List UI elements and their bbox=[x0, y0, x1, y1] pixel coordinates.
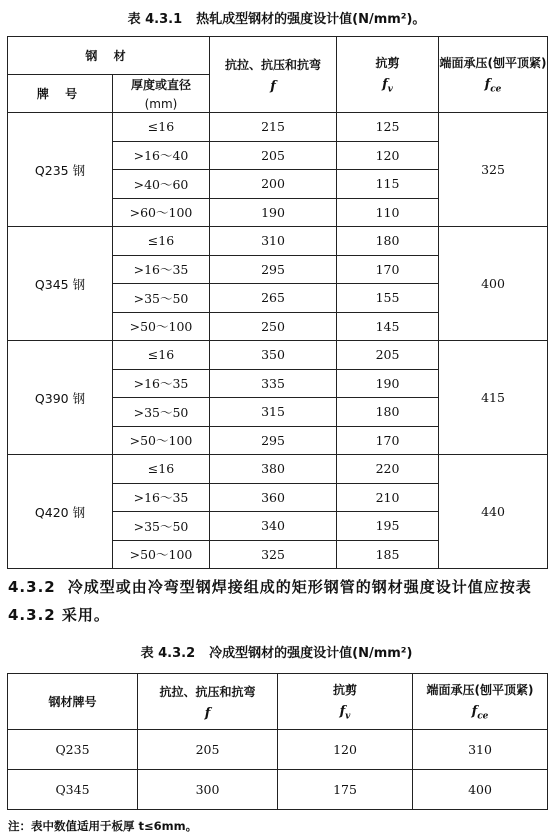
t2-bearing-symbol: $f_{ce}$ bbox=[471, 704, 489, 722]
table2-number: 表 4.3.2 bbox=[140, 646, 196, 661]
thickness-cell: >40～60 bbox=[113, 170, 210, 199]
thickness-cell: >50～100 bbox=[113, 426, 210, 455]
section-text: 冷成型或由冷弯型钢焊接组成的矩形钢管的钢材强度设计值应按表 4.3.2 采用。 bbox=[8, 578, 532, 624]
t2-bearing-value-cell: 310 bbox=[413, 730, 548, 770]
shear-value-cell: 110 bbox=[337, 198, 439, 227]
tension-value-cell: 340 bbox=[210, 512, 337, 541]
table1 bbox=[7, 36, 548, 569]
steel-group-header: 钢 材 bbox=[8, 37, 210, 75]
tension-value-cell: 315 bbox=[210, 398, 337, 427]
tension-value-cell: 200 bbox=[210, 170, 337, 199]
tension-symbol: f bbox=[270, 78, 276, 94]
thickness-cell: >16～35 bbox=[113, 369, 210, 398]
tension-header bbox=[210, 37, 337, 113]
grade-cell: Q390 钢 bbox=[8, 341, 113, 455]
thickness-cell: >16～40 bbox=[113, 141, 210, 170]
table2-body bbox=[8, 730, 548, 810]
table2-caption bbox=[0, 642, 553, 661]
tension-label: 抗拉、抗压和抗弯 bbox=[224, 57, 321, 72]
table-row bbox=[8, 455, 548, 484]
table-note: 注：表中数值适用于板厚 t≤6mm。 bbox=[8, 819, 198, 833]
grade-cell: Q235 钢 bbox=[8, 113, 113, 227]
shear-value-cell: 190 bbox=[337, 369, 439, 398]
table1-title: 热轧成型钢材的强度设计值(N/mm²)。 bbox=[196, 12, 426, 27]
table2 bbox=[7, 673, 548, 810]
t2-tension-symbol: f bbox=[204, 705, 211, 721]
bearing-label: 端面承压(刨平顶紧) bbox=[439, 56, 547, 71]
t2-shear-header bbox=[278, 674, 413, 730]
grade-cell: Q420 钢 bbox=[8, 455, 113, 569]
t2-grade-header: 钢材牌号 bbox=[8, 674, 138, 730]
thickness-cell: >35～50 bbox=[113, 284, 210, 313]
bearing-symbol: $f_{ce}$ bbox=[484, 77, 502, 95]
thickness-cell: >16～35 bbox=[113, 255, 210, 284]
bearing-value-cell: 440 bbox=[439, 455, 548, 569]
tension-value-cell: 295 bbox=[210, 426, 337, 455]
table2-title: 冷成型钢材的强度设计值(N/mm²) bbox=[209, 646, 413, 661]
tension-value-cell: 190 bbox=[210, 198, 337, 227]
t2-shear-value-cell: 175 bbox=[278, 770, 413, 810]
t2-grade-cell: Q345 bbox=[8, 770, 138, 810]
table-row bbox=[8, 113, 548, 142]
thickness-cell: >50～100 bbox=[113, 312, 210, 341]
t2-tension-value-cell: 205 bbox=[138, 730, 278, 770]
thickness-header: 厚度或直径 (mm) bbox=[113, 75, 210, 113]
section-number: 4.3.2 bbox=[8, 578, 56, 596]
shear-header bbox=[337, 37, 439, 113]
tension-value-cell: 265 bbox=[210, 284, 337, 313]
shear-value-cell: 180 bbox=[337, 398, 439, 427]
bearing-value-cell: 400 bbox=[439, 227, 548, 341]
t2-bearing-label: 端面承压(刨平顶紧) bbox=[426, 683, 534, 698]
tension-value-cell: 335 bbox=[210, 369, 337, 398]
bearing-header bbox=[439, 37, 548, 113]
thickness-cell: >35～50 bbox=[113, 512, 210, 541]
shear-symbol: $f_v$ bbox=[382, 77, 393, 95]
tension-value-cell: 360 bbox=[210, 483, 337, 512]
shear-value-cell: 170 bbox=[337, 426, 439, 455]
table1-body bbox=[8, 113, 548, 569]
table1-number: 表 4.3.1 bbox=[127, 12, 183, 27]
t2-shear-symbol: $f_v$ bbox=[339, 704, 351, 722]
tension-value-cell: 325 bbox=[210, 540, 337, 569]
tension-value-cell: 250 bbox=[210, 312, 337, 341]
t2-tension-header bbox=[138, 674, 278, 730]
shear-value-cell: 180 bbox=[337, 227, 439, 256]
tension-value-cell: 350 bbox=[210, 341, 337, 370]
t2-shear-label: 抗剪 bbox=[332, 683, 357, 698]
thickness-cell: >16～35 bbox=[113, 483, 210, 512]
shear-value-cell: 220 bbox=[337, 455, 439, 484]
tension-value-cell: 215 bbox=[210, 113, 337, 142]
thickness-cell: >60～100 bbox=[113, 198, 210, 227]
shear-value-cell: 170 bbox=[337, 255, 439, 284]
grade-header: 牌 号 bbox=[8, 75, 113, 113]
shear-value-cell: 185 bbox=[337, 540, 439, 569]
t2-bearing-value-cell: 400 bbox=[413, 770, 548, 810]
thickness-cell: ≤16 bbox=[113, 113, 210, 142]
t2-grade-cell: Q235 bbox=[8, 730, 138, 770]
t2-tension-label: 抗拉、抗压和抗弯 bbox=[159, 684, 256, 699]
shear-value-cell: 120 bbox=[337, 141, 439, 170]
shear-value-cell: 125 bbox=[337, 113, 439, 142]
bearing-value-cell: 325 bbox=[439, 113, 548, 227]
grade-cell: Q345 钢 bbox=[8, 227, 113, 341]
tension-value-cell: 295 bbox=[210, 255, 337, 284]
thickness-cell: >35～50 bbox=[113, 398, 210, 427]
shear-value-cell: 115 bbox=[337, 170, 439, 199]
table-row bbox=[8, 730, 548, 770]
table-row bbox=[8, 227, 548, 256]
shear-value-cell: 195 bbox=[337, 512, 439, 541]
table-row bbox=[8, 770, 548, 810]
tension-value-cell: 380 bbox=[210, 455, 337, 484]
shear-value-cell: 205 bbox=[337, 341, 439, 370]
t2-bearing-header bbox=[413, 674, 548, 730]
thickness-cell: ≤16 bbox=[113, 227, 210, 256]
thickness-cell: >50～100 bbox=[113, 540, 210, 569]
shear-value-cell: 145 bbox=[337, 312, 439, 341]
bearing-value-cell: 415 bbox=[439, 341, 548, 455]
t2-shear-value-cell: 120 bbox=[278, 730, 413, 770]
tension-value-cell: 310 bbox=[210, 227, 337, 256]
t2-tension-value-cell: 300 bbox=[138, 770, 278, 810]
tension-value-cell: 205 bbox=[210, 141, 337, 170]
section-4-3-2 bbox=[8, 573, 548, 629]
shear-label: 抗剪 bbox=[375, 56, 400, 71]
thickness-cell: ≤16 bbox=[113, 455, 210, 484]
thickness-cell: ≤16 bbox=[113, 341, 210, 370]
shear-value-cell: 210 bbox=[337, 483, 439, 512]
shear-value-cell: 155 bbox=[337, 284, 439, 313]
table-row bbox=[8, 341, 548, 370]
table1-caption bbox=[0, 8, 553, 27]
